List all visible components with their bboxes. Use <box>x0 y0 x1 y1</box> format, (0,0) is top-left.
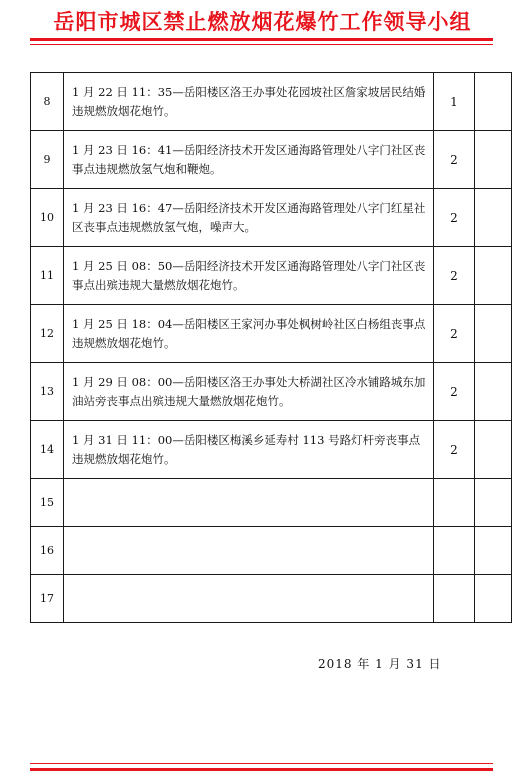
row-description <box>64 575 434 623</box>
footer-date: 2018 年 1 月 31 日 <box>318 657 442 671</box>
incident-table <box>30 72 512 623</box>
row-number: 15 <box>31 479 64 527</box>
row-number: 9 <box>31 131 64 189</box>
row-blank-cell <box>475 421 512 479</box>
table-row <box>31 479 512 527</box>
row-description: 1 月 25 日 18：04—岳阳楼区王家河办事处枫树岭社区白杨组丧事点违规燃放烟花炮竹。 <box>64 305 434 363</box>
row-description: 1 月 22 日 11：35—岳阳楼区洛王办事处花园坡社区詹家坡居民结婚违规燃放烟花炮竹。 <box>64 73 434 131</box>
table-row <box>31 189 512 247</box>
footer-rule-thick <box>30 768 493 771</box>
document-title: 岳阳市城区禁止燃放烟花爆竹工作领导小组 <box>53 10 472 34</box>
table-row <box>31 527 512 575</box>
row-number: 12 <box>31 305 64 363</box>
row-blank-cell <box>475 363 512 421</box>
row-count: 1 <box>434 73 475 131</box>
footer-rule-thin <box>30 763 493 764</box>
row-blank-cell <box>475 131 512 189</box>
row-count <box>434 575 475 623</box>
table-row <box>31 575 512 623</box>
row-description: 1 月 25 日 08：50—岳阳经济技术开发区通海路管理处八字门社区丧事点出殡违规大量燃放烟花炮竹。 <box>64 247 434 305</box>
row-blank-cell <box>475 189 512 247</box>
row-description: 1 月 23 日 16：47—岳阳经济技术开发区通海路管理处八字门红星社区丧事点违规燃放氢气炮，噪声大。 <box>64 189 434 247</box>
row-count: 2 <box>434 131 475 189</box>
row-blank-cell <box>475 575 512 623</box>
table-row <box>31 363 512 421</box>
row-description <box>64 527 434 575</box>
row-count: 2 <box>434 247 475 305</box>
row-count: 2 <box>434 363 475 421</box>
row-blank-cell <box>475 247 512 305</box>
row-count <box>434 479 475 527</box>
row-description: 1 月 31 日 11：00—岳阳楼区梅溪乡延寿村 113 号路灯杆旁丧事点违规燃放烟花炮竹。 <box>64 421 434 479</box>
table-row <box>31 131 512 189</box>
row-number: 10 <box>31 189 64 247</box>
header-rule-thick <box>30 38 493 41</box>
row-description: 1 月 29 日 08：00—岳阳楼区洛王办事处大桥湖社区冷水铺路城东加油站旁丧事点出殡违规大量燃放烟花炮竹。 <box>64 363 434 421</box>
row-number: 8 <box>31 73 64 131</box>
table-row <box>31 421 512 479</box>
row-count: 2 <box>434 189 475 247</box>
row-number: 16 <box>31 527 64 575</box>
row-description <box>64 479 434 527</box>
row-count <box>434 527 475 575</box>
row-blank-cell <box>475 527 512 575</box>
header-rule-thin <box>30 44 493 45</box>
row-number: 17 <box>31 575 64 623</box>
row-count: 2 <box>434 421 475 479</box>
row-blank-cell <box>475 73 512 131</box>
row-count: 2 <box>434 305 475 363</box>
table-row <box>31 73 512 131</box>
row-number: 13 <box>31 363 64 421</box>
row-description: 1 月 23 日 16：41—岳阳经济技术开发区通海路管理处八字门社区丧事点违规燃放氢气炮和鞭炮。 <box>64 131 434 189</box>
row-number: 14 <box>31 421 64 479</box>
table-row <box>31 305 512 363</box>
row-blank-cell <box>475 479 512 527</box>
row-number: 11 <box>31 247 64 305</box>
table-row <box>31 247 512 305</box>
row-blank-cell <box>475 305 512 363</box>
